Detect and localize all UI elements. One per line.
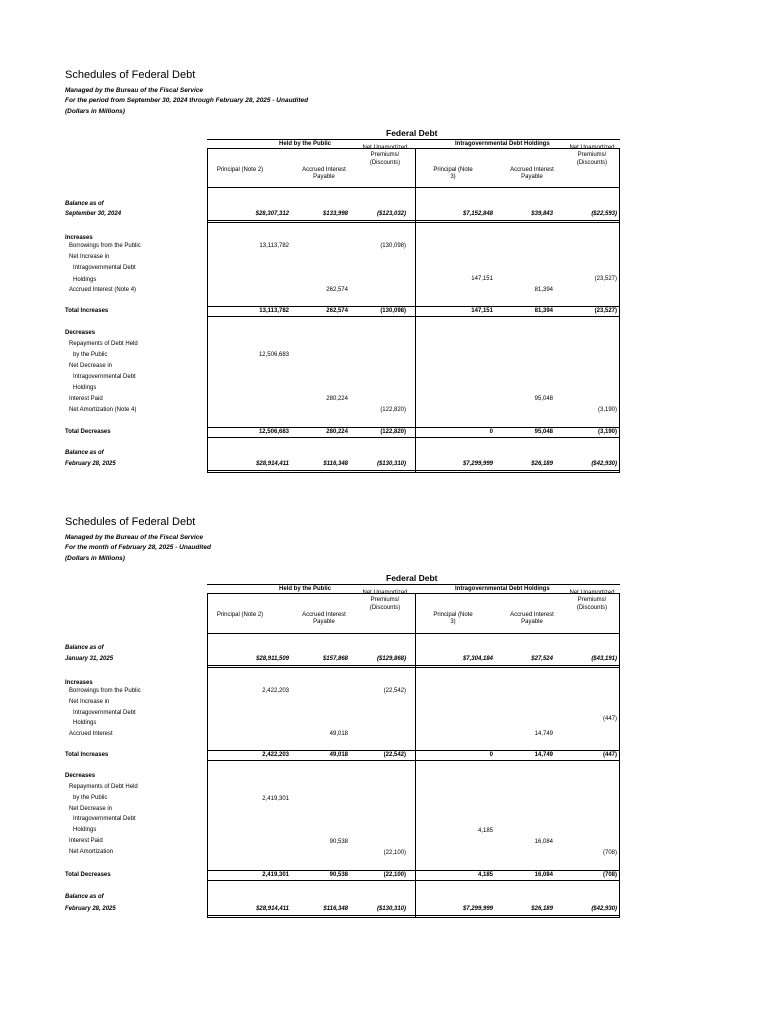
cell: 2,419,301: [262, 796, 289, 802]
col-header-principal-intra: Principal (Note 3): [433, 612, 473, 626]
row-label-interest-paid: Interest Paid: [69, 396, 103, 402]
cell: 90,538: [329, 839, 348, 845]
total-cell: 0: [489, 752, 493, 758]
total-cell: (708): [602, 872, 617, 878]
cell: 147,151: [471, 276, 493, 282]
balance-begin-cell: $28,911,509: [256, 656, 289, 662]
balance-end-label: Balance as of: [65, 450, 104, 456]
total-cell: 95,048: [534, 429, 553, 435]
total-cell: (22,100): [383, 872, 406, 878]
balance-end-date: February 28, 2025: [65, 906, 116, 912]
group-held-by-public: Held by the Public: [279, 586, 332, 592]
cell: (3,190): [597, 407, 617, 413]
balance-begin-cell: $157,868: [322, 656, 348, 662]
cell: (22,100): [383, 850, 406, 856]
balance-begin-date: January 31, 2025: [65, 656, 114, 662]
col-header-principal-intra: Principal (Note 3): [433, 167, 473, 181]
total-cell: 4,185: [477, 872, 493, 878]
balance-begin-cell: $27,524: [531, 656, 553, 662]
increases-header: Increases: [65, 235, 93, 241]
row-label-net-increase-2: Intragovernmental Debt: [73, 265, 136, 271]
col-header-accrued-public: Accrued Interest Payable: [302, 167, 346, 181]
balance-end-label: Balance as of: [65, 894, 104, 900]
cell: 4,185: [477, 828, 493, 834]
row-label-accrued: Accrued Interest: [69, 731, 113, 737]
page-title: Schedules of Federal Debt: [65, 516, 196, 528]
balance-end-cell: $7,299,999: [462, 906, 493, 912]
balance-end-cell: ($42,930): [591, 461, 617, 467]
col-header-accrued-intra: Accrued Interest Payable: [510, 167, 554, 181]
group-intragovernmental: Intragovernmental Debt Holdings: [455, 586, 550, 592]
balance-end-cell: $7,299,999: [462, 461, 493, 467]
cell: (122,820): [380, 407, 406, 413]
decreases-header: Decreases: [65, 330, 96, 336]
balance-begin-date: September 30, 2024: [65, 211, 122, 217]
total-decreases-label: Total Decreases: [65, 429, 111, 435]
col-header-accrued-intra: Accrued Interest Payable: [510, 612, 554, 626]
row-label-net-amortization: Net Amortization (Note 4): [69, 407, 137, 413]
balance-end-cell: $26,189: [531, 906, 553, 912]
balance-begin-cell: $7,152,848: [462, 211, 493, 217]
managed-by-line: Managed by the Bureau of the Fiscal Service: [65, 534, 203, 541]
balance-end-cell: ($42,930): [591, 906, 617, 912]
managed-by-line: Managed by the Bureau of the Fiscal Service: [65, 87, 203, 94]
balance-begin-cell: ($43,191): [591, 656, 617, 662]
row-label-net-increase-3: Holdings: [73, 720, 97, 726]
units-line: (Dollars in Millions): [65, 108, 125, 115]
cell: (22,542): [383, 688, 406, 694]
total-cell: 14,749: [534, 752, 553, 758]
total-cell: 49,018: [329, 752, 348, 758]
cell: 2,422,203: [262, 688, 289, 694]
balance-end-cell: $116,348: [323, 461, 348, 467]
cell: (130,098): [380, 243, 406, 249]
total-cell: 262,574: [326, 308, 348, 314]
col-header-premiums-intra: Net Unamortized Premiums/ (Discounts): [569, 590, 615, 611]
cell: 16,084: [534, 839, 553, 845]
balance-begin-cell: $7,304,184: [462, 656, 493, 662]
balance-end-cell: ($130,310): [376, 461, 406, 467]
row-label-net-amortization: Net Amortization: [69, 849, 114, 855]
row-label-repayments-2: by the Public: [73, 795, 108, 801]
total-cell: 147,151: [471, 308, 493, 314]
units-line: (Dollars in Millions): [65, 555, 125, 562]
total-cell: (23,527): [594, 308, 617, 314]
balance-end-cell: $116,348: [323, 906, 348, 912]
balance-end-cell: ($130,310): [376, 906, 406, 912]
cell: 280,224: [326, 396, 348, 402]
cell: 13,113,782: [259, 243, 289, 249]
row-label-borrowings: Borrowings from the Public: [69, 243, 141, 249]
row-label-accrued: Accrued Interest (Note 4): [69, 287, 137, 293]
cell: 14,749: [534, 731, 553, 737]
row-label-net-increase: Net Increase in: [69, 254, 110, 260]
row-label-repayments-2: by the Public: [73, 352, 108, 358]
balance-end-date: February 28, 2025: [65, 461, 116, 467]
total-cell: (447): [602, 752, 617, 758]
balance-begin-cell: $28,307,312: [255, 211, 289, 217]
table-title: Federal Debt: [386, 573, 438, 583]
page-title: Schedules of Federal Debt: [65, 69, 196, 81]
total-cell: 12,506,683: [258, 429, 289, 435]
total-cell: 81,394: [534, 308, 553, 314]
balance-begin-label: Balance as of: [65, 201, 104, 207]
total-cell: 90,538: [329, 872, 348, 878]
col-header-principal-public: Principal (Note 2): [216, 612, 264, 618]
row-label-repayments: Repayments of Debt Held: [69, 784, 138, 790]
row-label-net-increase-3: Holdings: [73, 277, 97, 283]
group-held-by-public: Held by the Public: [279, 141, 332, 147]
total-cell: 16,084: [534, 872, 553, 878]
row-label-net-decrease: Net Decrease in: [69, 806, 113, 812]
row-label-net-decrease: Net Decrease in: [69, 363, 113, 369]
col-header-premiums-intra: Net Unamortized Premiums/ (Discounts): [569, 145, 615, 166]
cell: 49,018: [329, 731, 348, 737]
row-label-borrowings: Borrowings from the Public: [69, 688, 141, 694]
balance-begin-label: Balance as of: [65, 645, 104, 651]
cell: (708): [602, 850, 617, 856]
balance-end-cell: $28,914,411: [256, 461, 289, 467]
total-cell: (122,820): [380, 429, 406, 435]
total-increases-label: Total Increases: [65, 752, 109, 758]
period-line: For the month of February 28, 2025 - Unaudited: [65, 544, 211, 551]
row-label-repayments: Repayments of Debt Held: [69, 341, 138, 347]
balance-begin-cell: $39,843: [531, 211, 553, 217]
decreases-header: Decreases: [65, 773, 96, 779]
period-line: For the period from September 30, 2024 through February 28, 2025 - Unaudited: [65, 97, 309, 104]
total-cell: (22,542): [383, 752, 406, 758]
row-label-net-increase-2: Intragovernmental Debt: [73, 710, 136, 716]
balance-end-cell: $26,189: [531, 461, 553, 467]
col-header-premiums-public: Net Unamortized Premiums/ (Discounts): [362, 590, 408, 611]
total-decreases-label: Total Decreases: [65, 872, 111, 878]
row-label-net-increase: Net Increase in: [69, 699, 110, 705]
row-label-interest-paid: Interest Paid: [69, 838, 103, 844]
cell: (447): [602, 716, 617, 722]
balance-end-cell: $28,914,411: [256, 906, 289, 912]
row-label-net-decrease-2: Intragovernmental Debt: [73, 816, 136, 822]
balance-begin-cell: ($22,593): [591, 211, 617, 217]
total-increases-label: Total Increases: [65, 308, 109, 314]
col-header-principal-public: Principal (Note 2): [216, 167, 264, 173]
total-cell: 0: [489, 429, 493, 435]
cell: 95,048: [534, 396, 553, 402]
total-cell: 2,419,301: [262, 872, 289, 878]
cell: (23,527): [594, 276, 617, 282]
cell: 81,394: [534, 287, 553, 293]
col-header-premiums-public: Net Unamortized Premiums/ (Discounts): [362, 145, 408, 166]
increases-header: Increases: [65, 680, 93, 686]
balance-begin-cell: ($123,032): [376, 211, 406, 217]
balance-begin-cell: ($129,868): [376, 656, 406, 662]
total-cell: (3,190): [597, 429, 617, 435]
col-header-accrued-public: Accrued Interest Payable: [302, 612, 346, 626]
group-intragovernmental: Intragovernmental Debt Holdings: [455, 141, 550, 147]
row-label-net-decrease-3: Holdings: [73, 385, 97, 391]
table-title: Federal Debt: [386, 128, 438, 138]
cell: 12,506,683: [258, 352, 289, 358]
total-cell: 2,422,203: [262, 752, 289, 758]
total-cell: (130,098): [380, 308, 406, 314]
row-label-net-decrease-2: Intragovernmental Debt: [73, 374, 136, 380]
total-cell: 13,113,782: [259, 308, 289, 314]
balance-begin-cell: $133,998: [322, 211, 348, 217]
cell: 262,574: [326, 287, 348, 293]
row-label-net-decrease-3: Holdings: [73, 827, 97, 833]
total-cell: 280,224: [326, 429, 348, 435]
